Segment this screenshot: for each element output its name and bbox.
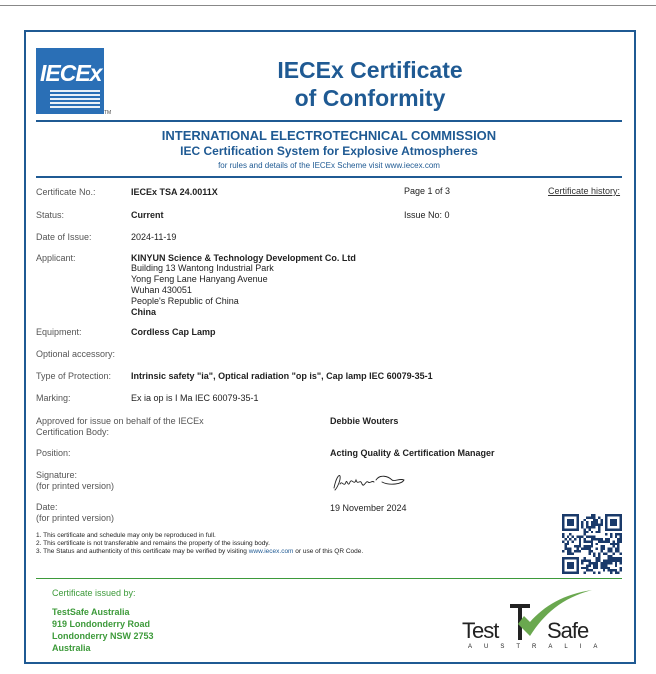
testsafe-logo xyxy=(462,588,610,650)
applicant-name: KINYUN Science & Technology Development Co. Ltd xyxy=(131,253,356,263)
certificate-frame xyxy=(24,30,636,664)
date-label: Date: (for printed version) xyxy=(36,502,115,523)
certificate-number: IECEx TSA 24.0011X xyxy=(131,187,218,197)
marking-value: Ex ia op is I Ma IEC 60079-35-1 xyxy=(131,393,259,403)
approved-label: Approved for issue on behalf of the IECEx Certification Body: xyxy=(36,416,204,437)
footnotes: 1. This certificate and schedule may only be reproduced in full. 2. This certificate is not transferable and remains the property of the issuing body. 3. The Status and authenticity of this certificate may be verified by visiting www.iecex.com or use of this QR Code. xyxy=(36,532,364,555)
equipment-label: Equipment: xyxy=(36,327,82,337)
logo-stripes xyxy=(50,90,100,110)
issuer-address: TestSafe Australia 919 Londonderry Road Londonderry NSW 2753 Australia xyxy=(52,607,154,653)
header-rule-top xyxy=(36,120,622,122)
status-label: Status: xyxy=(36,210,65,220)
applicant-address: Building 13 Wantong Industrial Park Yong Feng Lane Hanyang Avenue Wuhan 430051 People's Republic of China China xyxy=(131,263,274,317)
rules-line: for rules and details of the IECEx Scheme visit www.iecex.com xyxy=(218,161,440,170)
date-of-issue-label: Date of Issue: xyxy=(36,232,92,242)
commission-heading: INTERNATIONAL ELECTROTECHNICAL COMMISSION xyxy=(161,128,497,143)
iecex-link[interactable]: www.iecex.com xyxy=(384,161,440,170)
issuer-rule xyxy=(36,578,622,579)
qr-code[interactable] xyxy=(562,514,622,574)
system-heading: IEC Certification System for Explosive Atmospheres xyxy=(180,144,478,158)
logo-australia-text: AUSTRALIA xyxy=(468,644,610,650)
logo-safe-text: Safe xyxy=(547,618,589,643)
approver-name: Debbie Wouters xyxy=(330,416,399,426)
issued-by-label: Certificate issued by: xyxy=(52,588,136,598)
certificate-title: IECEx Certificate of Conformity xyxy=(277,57,463,111)
status-value: Current xyxy=(131,210,164,220)
position-label: Position: xyxy=(36,448,71,458)
iecex-logo xyxy=(36,48,104,114)
issue-number: Issue No: 0 xyxy=(404,210,450,220)
signature-image xyxy=(330,470,410,494)
marking-label: Marking: xyxy=(36,393,71,403)
date-of-issue: 2024-11-19 xyxy=(131,232,177,242)
logo-text: IECEx xyxy=(40,60,102,86)
type-of-protection-label: Type of Protection: xyxy=(36,371,112,381)
applicant-label: Applicant: xyxy=(36,253,76,263)
logo-test-text: Test xyxy=(462,618,499,643)
iecex-verify-link[interactable]: www.iecex.com xyxy=(248,548,294,555)
trademark: TM xyxy=(104,110,112,116)
header-rule-bottom xyxy=(36,176,622,178)
signature-date: 19 November 2024 xyxy=(330,503,407,513)
optional-accessory-label: Optional accessory: xyxy=(36,349,116,359)
type-of-protection-value: Intrinsic safety "ia", Optical radiation "op is", Cap lamp IEC 60079-35-1 xyxy=(131,371,433,381)
position-value: Acting Quality & Certification Manager xyxy=(330,448,495,458)
top-rule xyxy=(0,5,656,6)
certificate-history-link[interactable]: Certificate history: xyxy=(548,186,621,196)
equipment-value: Cordless Cap Lamp xyxy=(131,327,216,337)
page-number: Page 1 of 3 xyxy=(404,186,451,196)
certificate-number-label: Certificate No.: xyxy=(36,187,96,197)
signature-label: Signature: (for printed version) xyxy=(36,470,115,491)
